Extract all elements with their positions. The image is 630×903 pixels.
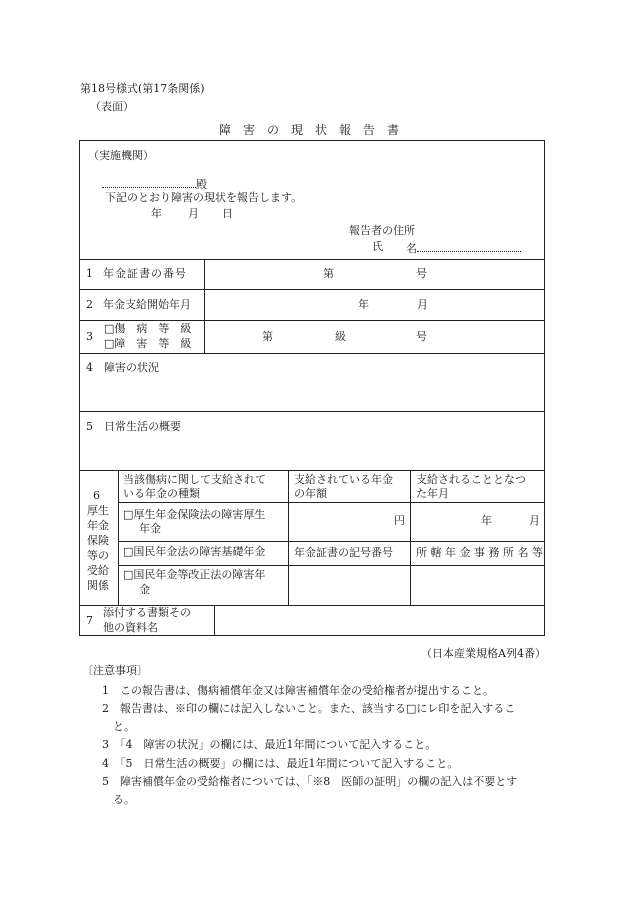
addressee-dotted-line[interactable] bbox=[102, 176, 196, 188]
row1-number: 1 bbox=[86, 267, 93, 280]
row3-value-suffix[interactable]: 号 bbox=[416, 330, 427, 343]
start-month[interactable]: 月 bbox=[529, 514, 540, 527]
paper-standard: （日本産業規格A列4番） bbox=[421, 647, 546, 660]
statement: 下記のとおり障害の現状を報告します。 bbox=[105, 191, 303, 204]
col-divider bbox=[118, 470, 119, 605]
report-form-frame bbox=[79, 140, 545, 636]
row1-value-suffix[interactable]: 号 bbox=[416, 267, 427, 280]
row7-label-b: 他の資料名 bbox=[103, 621, 158, 634]
row-divider bbox=[79, 353, 545, 354]
reporter-name-dotted-line[interactable] bbox=[417, 240, 521, 252]
row3-number: 3 bbox=[86, 330, 93, 343]
pension-option-revision-cont: 金 bbox=[139, 583, 150, 596]
section6-side-label bbox=[87, 503, 109, 593]
row-divider bbox=[118, 541, 545, 542]
row2-month[interactable]: 月 bbox=[417, 298, 428, 311]
side-label-line: 関係 bbox=[87, 579, 109, 592]
col2-header-a: 支給されている年金 bbox=[294, 473, 393, 486]
notes-title: 〔注意事項〕 bbox=[82, 664, 148, 677]
row-divider bbox=[79, 259, 545, 260]
office-label: 所 轄 年 金 事 務 所 名 等 bbox=[416, 546, 543, 559]
date-month: 月 bbox=[188, 207, 199, 220]
col-divider bbox=[214, 605, 215, 636]
row2-number: 2 bbox=[86, 298, 93, 311]
note-item: 2 報告書は、※印の欄には記入しないこと。また、該当する□にレ印を記入するこ bbox=[102, 702, 516, 715]
row7-label-a: 添付する書類その bbox=[103, 606, 191, 619]
col3-header-a: 支給されることとなつ bbox=[416, 473, 526, 486]
col-divider bbox=[204, 259, 205, 353]
col1-header-b: いる年金の種類 bbox=[123, 487, 200, 500]
row3-option-injury-grade[interactable]: □傷 病 等 級 bbox=[104, 322, 192, 335]
row-divider bbox=[118, 502, 545, 503]
side-label-line: 厚生 bbox=[87, 504, 109, 517]
reporter-name-row bbox=[406, 240, 521, 256]
reporter-name-label-2: 名 bbox=[406, 242, 417, 255]
pension-option-revision[interactable]: □国民年金等改正法の障害年 bbox=[123, 568, 266, 581]
reporter-name-label-1: 氏 bbox=[372, 240, 383, 253]
honorific: 殿 bbox=[196, 178, 207, 191]
start-year[interactable]: 年 bbox=[481, 514, 492, 527]
row4-label: 4 障害の状況 bbox=[86, 361, 159, 374]
form-number: 第18号様式(第17条関係) bbox=[80, 82, 205, 95]
row7-number: 7 bbox=[86, 614, 93, 627]
row-divider bbox=[118, 565, 545, 566]
row3-value-prefix[interactable]: 第 bbox=[262, 330, 273, 343]
page-title: 障害の現状報告書 bbox=[218, 123, 411, 137]
note-item: 4 「5 日常生活の概要」の欄には、最近1年間について記入すること。 bbox=[102, 757, 459, 770]
pension-option-employees[interactable]: □厚生年金保険法の障害厚生 bbox=[123, 508, 266, 521]
date-day: 日 bbox=[222, 207, 233, 220]
side-label-line: 年金 bbox=[87, 519, 109, 532]
note-item: 5 障害補償年金の受給権者については、「※8 医師の証明」の欄の記入は不要とす bbox=[102, 775, 518, 788]
col-divider bbox=[410, 470, 411, 605]
side-label: （表面） bbox=[90, 100, 134, 113]
side-label-line: 等の bbox=[87, 549, 109, 562]
row-divider bbox=[79, 411, 545, 412]
side-label-line: 受給 bbox=[87, 564, 109, 577]
reporter-address-label: 報告者の住所 bbox=[349, 224, 415, 237]
row5-label: 5 日常生活の概要 bbox=[86, 420, 181, 433]
addressee-line bbox=[102, 176, 207, 192]
col-divider bbox=[288, 470, 289, 605]
row2-label: 年金支給開始年月 bbox=[103, 298, 191, 311]
row3-value-grade[interactable]: 級 bbox=[335, 330, 346, 343]
row1-value-prefix[interactable]: 第 bbox=[323, 267, 334, 280]
section6-number: 6 bbox=[93, 489, 100, 502]
row-divider bbox=[79, 289, 545, 290]
amount-yen[interactable]: 円 bbox=[394, 514, 405, 527]
note-item: る。 bbox=[102, 793, 135, 806]
cert-number-label: 年金証書の記号番号 bbox=[294, 546, 393, 559]
col1-header-a: 当該傷病に関して支給されて bbox=[123, 473, 266, 486]
date-year: 年 bbox=[151, 207, 162, 220]
col2-header-b: の年額 bbox=[294, 487, 327, 500]
note-item: と。 bbox=[102, 720, 135, 733]
row3-option-disability-grade[interactable]: □障 害 等 級 bbox=[104, 337, 192, 350]
pension-option-national[interactable]: □国民年金法の障害基礎年金 bbox=[123, 545, 266, 558]
note-item: 3 「4 障害の状況」の欄には、最近1年間について記入すること。 bbox=[102, 738, 437, 751]
row-divider bbox=[79, 470, 545, 471]
note-item: 1 この報告書は、傷病補償年金又は障害補償年金の受給権者が提出すること。 bbox=[102, 684, 494, 697]
col3-header-b: た年月 bbox=[416, 487, 449, 500]
row-divider bbox=[79, 320, 545, 321]
row1-label: 年金証書の番号 bbox=[103, 267, 187, 280]
org-label: （実施機関） bbox=[88, 149, 154, 162]
pension-option-employees-cont: 年金 bbox=[139, 522, 161, 535]
row2-year[interactable]: 年 bbox=[358, 298, 369, 311]
side-label-line: 保険 bbox=[87, 534, 109, 547]
